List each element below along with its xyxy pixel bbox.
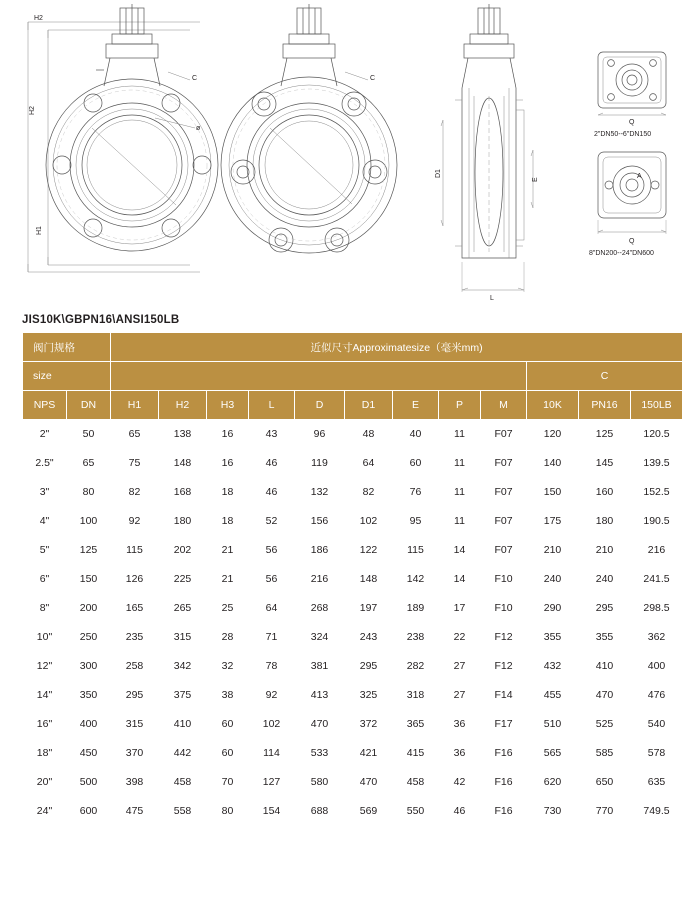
cell-d: 580 [295, 768, 345, 797]
cell-c-10k: 565 [527, 739, 579, 768]
cell-d1: 569 [345, 797, 393, 826]
header-size-label: size [23, 362, 111, 391]
cell-d: 470 [295, 710, 345, 739]
cell-h3: 18 [207, 507, 249, 536]
table-row [23, 565, 683, 594]
table-row [23, 797, 683, 826]
header-col-e: E [393, 391, 439, 420]
header-group-approximate-size: 近似尺寸Approximatesize（毫米mm) [111, 333, 683, 362]
cell-c-10k: 355 [527, 623, 579, 652]
cell-nps: 5" [23, 536, 67, 565]
cell-l: 52 [249, 507, 295, 536]
cell-d1: 148 [345, 565, 393, 594]
cell-h1: 126 [111, 565, 159, 594]
cell-m: F16 [481, 797, 527, 826]
cell-h3: 60 [207, 739, 249, 768]
cell-dn: 500 [67, 768, 111, 797]
cell-h1: 115 [111, 536, 159, 565]
cell-c-150lb: 400 [631, 652, 683, 681]
cell-h2: 148 [159, 449, 207, 478]
header-group-c: C [527, 362, 683, 391]
cell-c-pn16: 650 [579, 768, 631, 797]
cell-nps: 3" [23, 478, 67, 507]
cell-l: 114 [249, 739, 295, 768]
cell-h1: 92 [111, 507, 159, 536]
cell-h1: 75 [111, 449, 159, 478]
header-col-dn: DN [67, 391, 111, 420]
cell-h1: 398 [111, 768, 159, 797]
cell-c-pn16: 470 [579, 681, 631, 710]
cell-p: 22 [439, 623, 481, 652]
cell-p: 42 [439, 768, 481, 797]
cell-h3: 21 [207, 565, 249, 594]
header-row-size-label [23, 362, 683, 391]
cell-e: 189 [393, 594, 439, 623]
cell-p: 11 [439, 507, 481, 536]
cell-d: 324 [295, 623, 345, 652]
table-row [23, 710, 683, 739]
label-e-view3: E [532, 177, 539, 182]
cell-d1: 295 [345, 652, 393, 681]
cell-p: 11 [439, 478, 481, 507]
technical-drawings [0, 0, 700, 310]
table-row [23, 681, 683, 710]
cell-m: F07 [481, 420, 527, 449]
cell-h3: 60 [207, 710, 249, 739]
cell-p: 14 [439, 565, 481, 594]
cell-h2: 375 [159, 681, 207, 710]
table-row [23, 739, 683, 768]
header-col-d1: D1 [345, 391, 393, 420]
cell-d: 156 [295, 507, 345, 536]
label-q-top: Q [629, 119, 635, 126]
cell-m: F12 [481, 623, 527, 652]
cell-d1: 470 [345, 768, 393, 797]
cell-c-150lb: 241.5 [631, 565, 683, 594]
cell-c-pn16: 145 [579, 449, 631, 478]
cell-m: F16 [481, 739, 527, 768]
cell-p: 46 [439, 797, 481, 826]
header-col-m: M [481, 391, 527, 420]
cell-nps: 24" [23, 797, 67, 826]
cell-m: F14 [481, 681, 527, 710]
header-col-c-pn16: PN16 [579, 391, 631, 420]
cell-c-10k: 120 [527, 420, 579, 449]
cell-m: F07 [481, 478, 527, 507]
drawing-view-top-flange-small [598, 52, 666, 115]
header-col-h3: H3 [207, 391, 249, 420]
cell-c-pn16: 585 [579, 739, 631, 768]
cell-d1: 102 [345, 507, 393, 536]
cell-c-150lb: 298.5 [631, 594, 683, 623]
cell-h2: 410 [159, 710, 207, 739]
cell-e: 550 [393, 797, 439, 826]
cell-dn: 125 [67, 536, 111, 565]
cell-l: 78 [249, 652, 295, 681]
cell-d: 381 [295, 652, 345, 681]
cell-h1: 475 [111, 797, 159, 826]
cell-c-pn16: 355 [579, 623, 631, 652]
label-a-bottom: A [637, 173, 642, 180]
cell-d: 132 [295, 478, 345, 507]
label-h2: H2 [29, 106, 36, 115]
cell-l: 102 [249, 710, 295, 739]
valve-drawing-svg [0, 0, 700, 310]
cell-e: 40 [393, 420, 439, 449]
cell-c-10k: 150 [527, 478, 579, 507]
cell-c-pn16: 180 [579, 507, 631, 536]
label-q-bottom: Q [629, 238, 635, 245]
table-row [23, 507, 683, 536]
label-c-view1: C [192, 75, 198, 82]
cell-e: 115 [393, 536, 439, 565]
cell-d: 119 [295, 449, 345, 478]
drawing-view-lug-front [221, 4, 397, 253]
cell-e: 415 [393, 739, 439, 768]
cell-c-150lb: 749.5 [631, 797, 683, 826]
cell-h3: 70 [207, 768, 249, 797]
cell-h2: 168 [159, 478, 207, 507]
cell-h2: 202 [159, 536, 207, 565]
cell-h3: 16 [207, 420, 249, 449]
cell-m: F16 [481, 768, 527, 797]
cell-h3: 18 [207, 478, 249, 507]
cell-dn: 450 [67, 739, 111, 768]
cell-h2: 265 [159, 594, 207, 623]
drawing-view-side-section [441, 4, 533, 292]
cell-c-10k: 175 [527, 507, 579, 536]
label-h2-top: H2 [34, 15, 43, 22]
cell-d: 96 [295, 420, 345, 449]
cell-l: 71 [249, 623, 295, 652]
cell-p: 36 [439, 710, 481, 739]
spec-table-wrap [0, 332, 700, 826]
cell-c-10k: 510 [527, 710, 579, 739]
cell-c-150lb: 635 [631, 768, 683, 797]
cell-d1: 421 [345, 739, 393, 768]
label-l-view3: L [490, 295, 494, 302]
cell-c-10k: 620 [527, 768, 579, 797]
table-row [23, 536, 683, 565]
table-row [23, 478, 683, 507]
cell-e: 282 [393, 652, 439, 681]
cell-nps: 4" [23, 507, 67, 536]
label-c-view2: C [370, 75, 376, 82]
table-body [23, 420, 683, 826]
cell-h1: 165 [111, 594, 159, 623]
cell-c-10k: 455 [527, 681, 579, 710]
cell-d: 186 [295, 536, 345, 565]
cell-dn: 600 [67, 797, 111, 826]
cell-e: 142 [393, 565, 439, 594]
header-col-c-10k: 10K [527, 391, 579, 420]
table-row [23, 623, 683, 652]
cell-c-10k: 210 [527, 536, 579, 565]
cell-c-10k: 730 [527, 797, 579, 826]
cell-p: 11 [439, 420, 481, 449]
cell-nps: 12" [23, 652, 67, 681]
cell-c-pn16: 240 [579, 565, 631, 594]
cell-h3: 16 [207, 449, 249, 478]
cell-c-150lb: 139.5 [631, 449, 683, 478]
cell-p: 11 [439, 449, 481, 478]
cell-h2: 138 [159, 420, 207, 449]
cell-c-150lb: 476 [631, 681, 683, 710]
cell-h1: 295 [111, 681, 159, 710]
cell-p: 27 [439, 652, 481, 681]
cell-m: F07 [481, 536, 527, 565]
cell-l: 46 [249, 449, 295, 478]
cell-c-10k: 140 [527, 449, 579, 478]
header-col-c-150lb: 150LB [631, 391, 683, 420]
cell-d1: 197 [345, 594, 393, 623]
cell-h2: 458 [159, 768, 207, 797]
cell-h2: 558 [159, 797, 207, 826]
cell-m: F07 [481, 449, 527, 478]
cell-h2: 180 [159, 507, 207, 536]
header-col-d: D [295, 391, 345, 420]
cell-h1: 370 [111, 739, 159, 768]
cell-c-150lb: 540 [631, 710, 683, 739]
cell-h3: 38 [207, 681, 249, 710]
table-row [23, 594, 683, 623]
cell-h2: 315 [159, 623, 207, 652]
cell-h2: 442 [159, 739, 207, 768]
cell-e: 365 [393, 710, 439, 739]
cell-e: 238 [393, 623, 439, 652]
cell-dn: 150 [67, 565, 111, 594]
cell-p: 14 [439, 536, 481, 565]
cell-d: 216 [295, 565, 345, 594]
header-col-l: L [249, 391, 295, 420]
cell-l: 127 [249, 768, 295, 797]
table-row [23, 420, 683, 449]
cell-d1: 122 [345, 536, 393, 565]
cell-dn: 250 [67, 623, 111, 652]
header-group-valve-size: 阀门规格 [23, 333, 111, 362]
cell-dn: 80 [67, 478, 111, 507]
header-row-columns [23, 391, 683, 420]
dimension-table [22, 332, 683, 826]
cell-nps: 20" [23, 768, 67, 797]
cell-c-150lb: 362 [631, 623, 683, 652]
cell-e: 458 [393, 768, 439, 797]
cell-d: 413 [295, 681, 345, 710]
cell-c-150lb: 152.5 [631, 478, 683, 507]
cell-c-150lb: 578 [631, 739, 683, 768]
cell-c-10k: 290 [527, 594, 579, 623]
caption-flange-large: 8"DN200--24"DN600 [589, 250, 654, 257]
label-d1-view3: D1 [435, 169, 442, 178]
drawing-view-top-flange-large [598, 152, 666, 234]
table-row [23, 652, 683, 681]
cell-h1: 65 [111, 420, 159, 449]
table-row [23, 768, 683, 797]
cell-dn: 200 [67, 594, 111, 623]
cell-c-pn16: 410 [579, 652, 631, 681]
cell-h3: 80 [207, 797, 249, 826]
caption-flange-small: 2"DN50--6"DN150 [594, 131, 652, 138]
cell-d1: 372 [345, 710, 393, 739]
cell-h3: 32 [207, 652, 249, 681]
cell-c-pn16: 125 [579, 420, 631, 449]
cell-dn: 400 [67, 710, 111, 739]
cell-c-10k: 432 [527, 652, 579, 681]
drawing-view-wafer-front [28, 4, 218, 272]
cell-d1: 243 [345, 623, 393, 652]
cell-l: 92 [249, 681, 295, 710]
page-title: JIS10K\GBPN16\ANSI150LB [22, 314, 180, 326]
cell-e: 60 [393, 449, 439, 478]
cell-nps: 6" [23, 565, 67, 594]
cell-h1: 235 [111, 623, 159, 652]
cell-dn: 50 [67, 420, 111, 449]
cell-h3: 25 [207, 594, 249, 623]
cell-d1: 82 [345, 478, 393, 507]
cell-dn: 350 [67, 681, 111, 710]
cell-nps: 18" [23, 739, 67, 768]
cell-h1: 82 [111, 478, 159, 507]
header-col-h1: H1 [111, 391, 159, 420]
cell-l: 56 [249, 536, 295, 565]
cell-nps: 2.5" [23, 449, 67, 478]
cell-c-150lb: 120.5 [631, 420, 683, 449]
cell-m: F10 [481, 594, 527, 623]
cell-nps: 8" [23, 594, 67, 623]
cell-dn: 100 [67, 507, 111, 536]
cell-h1: 258 [111, 652, 159, 681]
cell-d: 533 [295, 739, 345, 768]
label-diameter-view1: ø [196, 125, 201, 132]
cell-h1: 315 [111, 710, 159, 739]
cell-m: F17 [481, 710, 527, 739]
cell-m: F12 [481, 652, 527, 681]
cell-dn: 300 [67, 652, 111, 681]
cell-l: 56 [249, 565, 295, 594]
cell-h2: 225 [159, 565, 207, 594]
label-h1: H1 [36, 226, 43, 235]
cell-nps: 16" [23, 710, 67, 739]
cell-p: 36 [439, 739, 481, 768]
cell-d: 688 [295, 797, 345, 826]
cell-dn: 65 [67, 449, 111, 478]
cell-l: 154 [249, 797, 295, 826]
cell-e: 318 [393, 681, 439, 710]
cell-l: 64 [249, 594, 295, 623]
cell-d1: 48 [345, 420, 393, 449]
cell-c-10k: 240 [527, 565, 579, 594]
cell-c-pn16: 160 [579, 478, 631, 507]
cell-h3: 28 [207, 623, 249, 652]
header-col-nps: NPS [23, 391, 67, 420]
cell-l: 43 [249, 420, 295, 449]
table-head [23, 333, 683, 420]
cell-c-pn16: 770 [579, 797, 631, 826]
cell-d: 268 [295, 594, 345, 623]
cell-c-pn16: 295 [579, 594, 631, 623]
cell-nps: 10" [23, 623, 67, 652]
header-col-p: P [439, 391, 481, 420]
cell-e: 95 [393, 507, 439, 536]
cell-l: 46 [249, 478, 295, 507]
cell-m: F10 [481, 565, 527, 594]
cell-nps: 14" [23, 681, 67, 710]
cell-e: 76 [393, 478, 439, 507]
cell-c-pn16: 210 [579, 536, 631, 565]
cell-h2: 342 [159, 652, 207, 681]
cell-c-pn16: 525 [579, 710, 631, 739]
cell-nps: 2" [23, 420, 67, 449]
header-col-h2: H2 [159, 391, 207, 420]
cell-d1: 64 [345, 449, 393, 478]
cell-h3: 21 [207, 536, 249, 565]
cell-p: 17 [439, 594, 481, 623]
cell-c-150lb: 216 [631, 536, 683, 565]
table-row [23, 449, 683, 478]
header-blank-spacer [111, 362, 527, 391]
cell-p: 27 [439, 681, 481, 710]
cell-d1: 325 [345, 681, 393, 710]
cell-m: F07 [481, 507, 527, 536]
cell-c-150lb: 190.5 [631, 507, 683, 536]
